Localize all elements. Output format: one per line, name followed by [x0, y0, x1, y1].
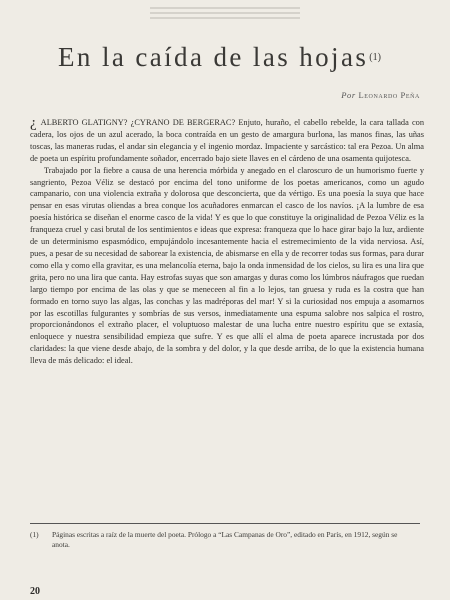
footnote-number: (1) [30, 530, 39, 539]
body-paragraph-2: Trabajado por la fiebre a causa de una herencia mórbida y anegado en el claroscuro de un humorismo fuerte y sangriento, Pezoa Véliz se destacó por encima del tono uniforme de los poetas americanos, como un agudo campanario, con una violencia extraña y dolorosa que desconcierta, que da vértigo. Es una poesía la suya que hace pensar en esas virutas oliendas a brea conque los acuñadores enmarcan el casco de los navíos. ¡A la lumbre de esa poesía histórica se diseñan el enorme casco de la vida! Y es que lo que constituye la originalidad de Pezoa Véliz es la franqueza cruel y casi brutal de los sentimientos e ideas que expresa: franqueza que lo hace girar bajo la luz, ardiente de un determinismo espasmódico, empujándolo incesantemente hacia el estremecimiento de la vida nerviosa. Así, pues, a pesar de su necesidad de saborear la existencia, de abismarse en ella y de recorrer todas sus formas, para durar como ella y como ella gravitar, es una melancolía eterna, bajo la onda inmensidad de los cielos, su lira es una lira que grita, pero no una lira que canta. Hay estrofas suyas que son amargas y duras como los lúmbros náufragos que ruedan largo tiempo por encima de las olas y que se meneceen al fin a lo lejos, tan gruesa y ruda es la costra que han formado en torno suyo las algas, las conchas y las madréporas del mar! Y si la curiosidad nos empuja a asomarnos por las escotillas fulgurantes y sombrías de sus versos, inmediatamente una espuma salobre nos salpica el rostro, proporcionándonos el extraño placer, el voluptuoso malestar de una lucha entre nuestro espíritu que se extasía, enloquece y nuestra sensibilidad empieza que sufre. Y es que allí el alma de poeta aparece incrustada por dos claridades: la que viene desde abajo, de la sombra y del dolor, y la que desde arriba, de lo que la existencia humana lleva de más delicado: el ideal. [30, 165, 424, 366]
title-footnote-marker: (1) [369, 52, 381, 63]
footnote-text: Páginas escritas a raíz de la muerte del poeta. Prólogo a “Las Campanas de Oro”, editado en París, en 1912, según se anota. [52, 530, 398, 550]
body-paragraph-1 [30, 117, 424, 165]
opening-question-mark: ¿ [30, 115, 37, 131]
author-byline [341, 90, 420, 100]
article-body [30, 117, 424, 367]
article-title [58, 42, 430, 73]
byline-prefix: Por [341, 90, 356, 100]
paragraph-1-text: ALBERTO GLATIGNY? ¿CYRANO DE BERGERAC? Enjuto, huraño, el cabello rebelde, la cara tallada con cadera, los ojos de un azul acerado, la boca contraída en un gesto de amargura burlona, las manos finas, las uñas toscas, las maneras rudas, el andar sin elegancia y el ingenio mordaz. Impaciente y sarcástico: tal era Pezoa. Un alma de poeta un espíritu profundamente soñador, encerrado bajo siete llaves en el cárdeno de una osamenta quijotesca. [30, 118, 424, 163]
page-number: 20 [30, 586, 40, 597]
byline-author: Leonardo Peña [358, 90, 420, 100]
article-title-text: En la caída de las hojas [58, 42, 369, 72]
bleed-through-marks [150, 4, 300, 22]
footnote [30, 530, 424, 551]
footnote-rule [30, 523, 420, 524]
